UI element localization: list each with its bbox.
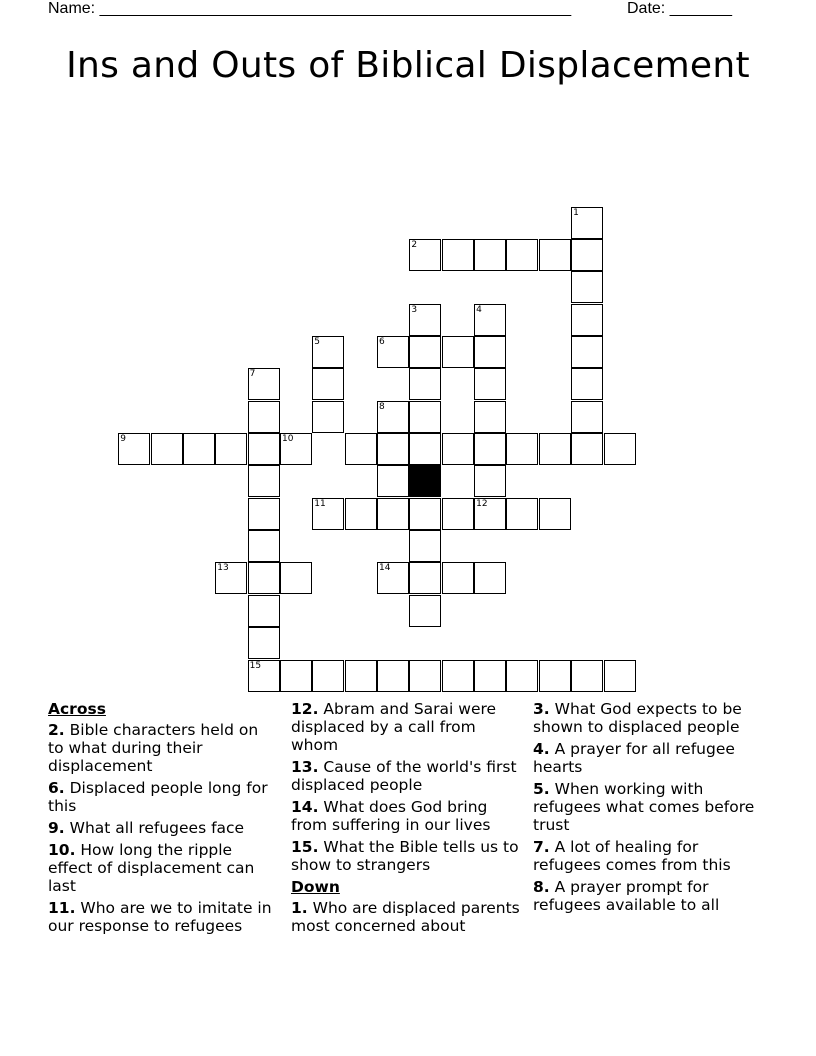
grid-cell[interactable] <box>506 498 538 530</box>
grid-cell-14[interactable] <box>377 562 409 594</box>
across-clue-6 <box>48 779 278 815</box>
grid-cell[interactable] <box>409 368 441 400</box>
grid-cell[interactable] <box>409 660 441 692</box>
clue-number: 15. <box>291 838 319 856</box>
clue-text: Who are displaced parents most concerned about <box>291 899 520 935</box>
grid-cell[interactable] <box>248 433 280 465</box>
across-clue-13 <box>291 758 521 794</box>
cell-number: 12 <box>476 498 488 509</box>
clue-number: 13. <box>291 758 319 776</box>
grid-cell[interactable] <box>442 433 474 465</box>
grid-cell[interactable] <box>604 660 636 692</box>
grid-cell[interactable] <box>377 465 409 497</box>
grid-cell[interactable] <box>183 433 215 465</box>
grid-cell[interactable] <box>248 562 280 594</box>
grid-cell[interactable] <box>280 660 312 692</box>
clues-column-2 <box>291 700 521 939</box>
clue-text: What God expects to be shown to displaced people <box>533 700 742 736</box>
grid-cell[interactable] <box>474 562 506 594</box>
grid-cell[interactable] <box>571 304 603 336</box>
grid-cell[interactable] <box>474 368 506 400</box>
down-clue-8 <box>533 878 763 914</box>
grid-cell[interactable] <box>409 595 441 627</box>
grid-cell[interactable] <box>312 401 344 433</box>
grid-cell-10[interactable] <box>280 433 312 465</box>
clue-text: A prayer prompt for refugees available to all <box>533 878 720 914</box>
down-clue-5 <box>533 780 763 834</box>
clue-text: What all refugees face <box>69 819 245 837</box>
cell-number: 15 <box>249 660 262 671</box>
grid-cell-13[interactable] <box>215 562 247 594</box>
clue-number: 12. <box>291 700 319 718</box>
grid-cell[interactable] <box>409 562 441 594</box>
grid-cell[interactable] <box>539 433 571 465</box>
grid-cell[interactable] <box>571 433 603 465</box>
grid-cell[interactable] <box>474 336 506 368</box>
grid-cell[interactable] <box>571 368 603 400</box>
grid-cell[interactable] <box>571 401 603 433</box>
grid-cell[interactable] <box>248 595 280 627</box>
down-clue-7 <box>533 838 763 874</box>
grid-cell[interactable] <box>442 660 474 692</box>
grid-cell-1[interactable] <box>571 207 603 239</box>
cell-number: 6 <box>379 337 385 347</box>
grid-cell-8[interactable] <box>377 401 409 433</box>
grid-cell[interactable] <box>539 660 571 692</box>
across-clue-2 <box>48 721 278 775</box>
grid-cell[interactable] <box>604 433 636 465</box>
grid-cell[interactable] <box>506 660 538 692</box>
grid-cell[interactable] <box>474 433 506 465</box>
cell-number: 14 <box>379 563 391 574</box>
grid-cell[interactable] <box>248 401 280 433</box>
date-line: Date: _______ <box>627 0 732 17</box>
cell-number: 5 <box>314 337 321 347</box>
grid-cell[interactable] <box>571 271 603 303</box>
grid-cell-5[interactable] <box>312 336 344 368</box>
clue-number: 2. <box>48 721 65 739</box>
grid-cell[interactable] <box>345 433 377 465</box>
cell-number: 4 <box>476 304 482 315</box>
across-clue-12 <box>291 700 521 754</box>
grid-cell[interactable] <box>539 498 571 530</box>
grid-cell[interactable] <box>248 465 280 497</box>
down-clue-3 <box>533 700 763 736</box>
grid-cell[interactable] <box>571 336 603 368</box>
clue-text: A lot of healing for refugees comes from this <box>533 838 731 874</box>
grid-cell-11[interactable] <box>312 498 344 530</box>
grid-cell[interactable] <box>377 660 409 692</box>
grid-cell[interactable] <box>151 433 183 465</box>
grid-cell-15[interactable] <box>248 660 280 692</box>
down-clue-1 <box>291 899 521 935</box>
across-clue-11 <box>48 899 278 935</box>
grid-cell[interactable] <box>409 433 441 465</box>
clue-text: A prayer for all refugee hearts <box>533 740 735 776</box>
cell-number: 9 <box>120 434 126 444</box>
clue-text: Abram and Sarai were displaced by a call from whom <box>291 700 497 754</box>
clue-text: Displaced people long for this <box>48 779 268 815</box>
clue-number: 3. <box>533 700 550 718</box>
grid-cell-3[interactable] <box>409 304 441 336</box>
clue-text: What the Bible tells us to show to strangers <box>291 838 519 874</box>
grid-cell[interactable] <box>345 660 377 692</box>
across-clue-9 <box>48 819 278 837</box>
page-title: Ins and Outs of Biblical Displacement <box>66 45 750 86</box>
grid-cell[interactable] <box>280 562 312 594</box>
grid-cell[interactable] <box>442 562 474 594</box>
cell-number: 3 <box>411 304 418 315</box>
grid-cell[interactable] <box>474 239 506 271</box>
clue-number: 8. <box>533 878 550 896</box>
grid-cell-6[interactable] <box>377 336 409 368</box>
clue-number: 1. <box>291 899 308 917</box>
clue-number: 7. <box>533 838 550 856</box>
cell-number: 1 <box>573 207 579 218</box>
grid-cell[interactable] <box>248 530 280 562</box>
grid-cell[interactable] <box>312 368 344 400</box>
grid-cell[interactable] <box>442 498 474 530</box>
grid-cell[interactable] <box>377 433 409 465</box>
across-clue-14 <box>291 798 521 834</box>
clue-text: Cause of the world's first displaced people <box>291 758 517 794</box>
grid-cell[interactable] <box>474 401 506 433</box>
clue-text: Who are we to imitate in our response to refugees <box>48 899 272 935</box>
cell-number: 7 <box>249 369 256 380</box>
grid-cell[interactable] <box>571 239 603 271</box>
clue-number: 11. <box>48 899 76 917</box>
grid-cell[interactable] <box>345 498 377 530</box>
clue-text: When working with refugees what comes before trust <box>533 780 755 834</box>
name-line: Name: _____________________________________________________ <box>48 0 572 17</box>
clues-column-3 <box>533 700 763 918</box>
clue-number: 4. <box>533 740 550 758</box>
grid-cell[interactable] <box>377 498 409 530</box>
grid-cell[interactable] <box>539 239 571 271</box>
grid-cell[interactable] <box>409 498 441 530</box>
clue-number: 6. <box>48 779 65 797</box>
cell-number: 10 <box>282 434 294 444</box>
grid-cell[interactable] <box>506 433 538 465</box>
cell-number: 13 <box>217 563 229 574</box>
grid-cell-9[interactable] <box>118 433 150 465</box>
grid-cell[interactable] <box>409 336 441 368</box>
grid-cell-12[interactable] <box>474 498 506 530</box>
grid-cell[interactable] <box>474 660 506 692</box>
grid-cell[interactable] <box>248 627 280 659</box>
clue-text: Bible characters held on to what during their displacement <box>48 721 259 775</box>
grid-cell[interactable] <box>442 336 474 368</box>
grid-cell-4[interactable] <box>474 304 506 336</box>
across-heading: Across <box>48 700 106 718</box>
across-clue-15 <box>291 838 521 874</box>
grid-cell-2[interactable] <box>409 239 441 271</box>
clue-number: 10. <box>48 841 76 859</box>
clue-number: 9. <box>48 819 65 837</box>
cell-number: 8 <box>379 401 385 412</box>
clue-number: 5. <box>533 780 550 798</box>
clue-number: 14. <box>291 798 319 816</box>
clues-column-1 <box>48 700 278 939</box>
cell-number: 11 <box>314 498 326 509</box>
grid-cell[interactable] <box>248 498 280 530</box>
grid-cell[interactable] <box>312 660 344 692</box>
down-heading: Down <box>291 878 340 896</box>
black-cell <box>409 465 441 497</box>
cell-number: 2 <box>411 239 418 250</box>
grid-cell-7[interactable] <box>248 368 280 400</box>
grid-cell[interactable] <box>442 239 474 271</box>
clue-text: What does God bring from suffering in our lives <box>291 798 491 834</box>
across-clue-10 <box>48 841 278 895</box>
grid-cell[interactable] <box>474 465 506 497</box>
down-clue-4 <box>533 740 763 776</box>
grid-cell[interactable] <box>571 660 603 692</box>
grid-cell[interactable] <box>409 530 441 562</box>
grid-cell[interactable] <box>506 239 538 271</box>
clue-text: How long the ripple effect of displacement can last <box>48 841 255 895</box>
grid-cell[interactable] <box>409 401 441 433</box>
grid-cell[interactable] <box>215 433 247 465</box>
